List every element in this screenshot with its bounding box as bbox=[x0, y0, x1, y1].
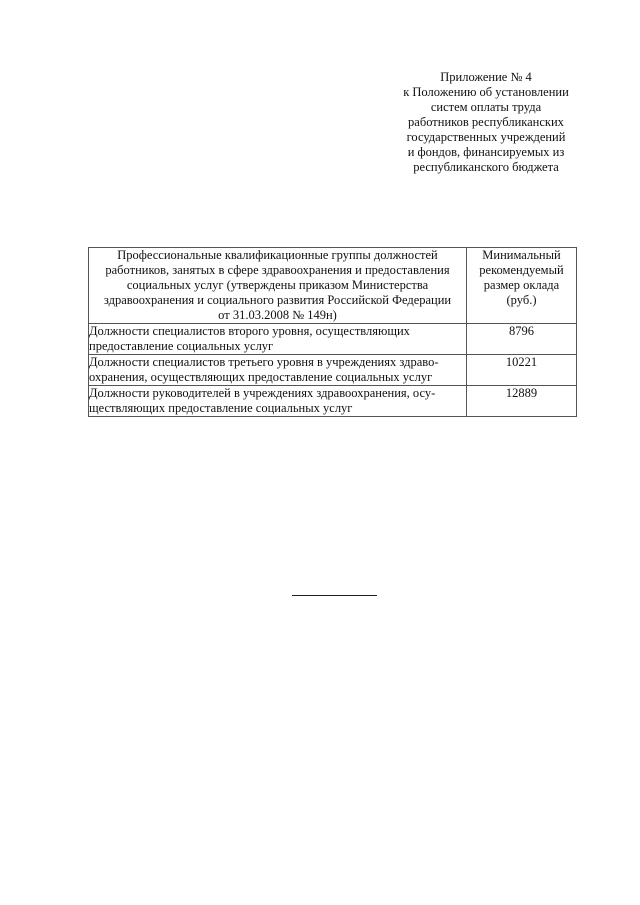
header-text-line: работников, занятых в сфере здравоохранения и предоставления bbox=[105, 263, 450, 277]
header-text-line: здравоохранения и социального развития Российской Федерации bbox=[103, 293, 452, 307]
header-text-line: от 31.03.2008 № 149н) bbox=[218, 308, 337, 322]
position-text-line: Должности руководителей в учреждениях здравоохранения, осу- bbox=[89, 386, 436, 400]
position-text-line: предоставление социальных услуг bbox=[89, 339, 274, 353]
salary-value-cell: 10221 bbox=[467, 355, 577, 386]
annex-line: к Положению об установлении bbox=[403, 85, 569, 99]
position-text-line: Должности специалистов второго уровня, осуществляющих bbox=[89, 324, 410, 338]
annex-line: и фондов, финансируемых из bbox=[407, 145, 565, 159]
header-cell-groups bbox=[89, 248, 467, 324]
annex-heading bbox=[378, 70, 594, 175]
table-row bbox=[89, 386, 577, 417]
salary-value-cell: 12889 bbox=[467, 386, 577, 417]
salary-table bbox=[88, 247, 577, 417]
header-text-line: рекомендуемый bbox=[479, 263, 564, 277]
table-header-row bbox=[89, 248, 577, 324]
position-group-cell bbox=[89, 324, 467, 355]
position-group-cell bbox=[89, 355, 467, 386]
salary-value-cell: 8796 bbox=[467, 324, 577, 355]
header-text-line: размер оклада bbox=[483, 278, 560, 292]
header-text-line: социальных услуг (утверждены приказом Министерства bbox=[126, 278, 429, 292]
separator-line bbox=[292, 595, 377, 596]
position-text-line: охранения, осуществляющих предоставление социальных услуг bbox=[89, 370, 433, 384]
header-cell-salary bbox=[467, 248, 577, 324]
position-text-line: Должности специалистов третьего уровня в учреждениях здраво- bbox=[89, 355, 439, 369]
annex-line: государственных учреждений bbox=[406, 130, 566, 144]
header-text-line: Минимальный bbox=[482, 248, 561, 262]
table-row bbox=[89, 324, 577, 355]
position-group-cell bbox=[89, 386, 467, 417]
table-row bbox=[89, 355, 577, 386]
annex-line: работников республиканских bbox=[408, 115, 564, 129]
position-text-line: ществляющих предоставление социальных услуг bbox=[89, 401, 353, 415]
annex-line: систем оплаты труда bbox=[430, 100, 542, 114]
annex-line: Приложение № 4 bbox=[440, 70, 532, 84]
header-text-line: (руб.) bbox=[506, 293, 537, 307]
header-text-line: Профессиональные квалификационные группы должностей bbox=[117, 248, 438, 262]
annex-line: республиканского бюджета bbox=[413, 160, 559, 174]
